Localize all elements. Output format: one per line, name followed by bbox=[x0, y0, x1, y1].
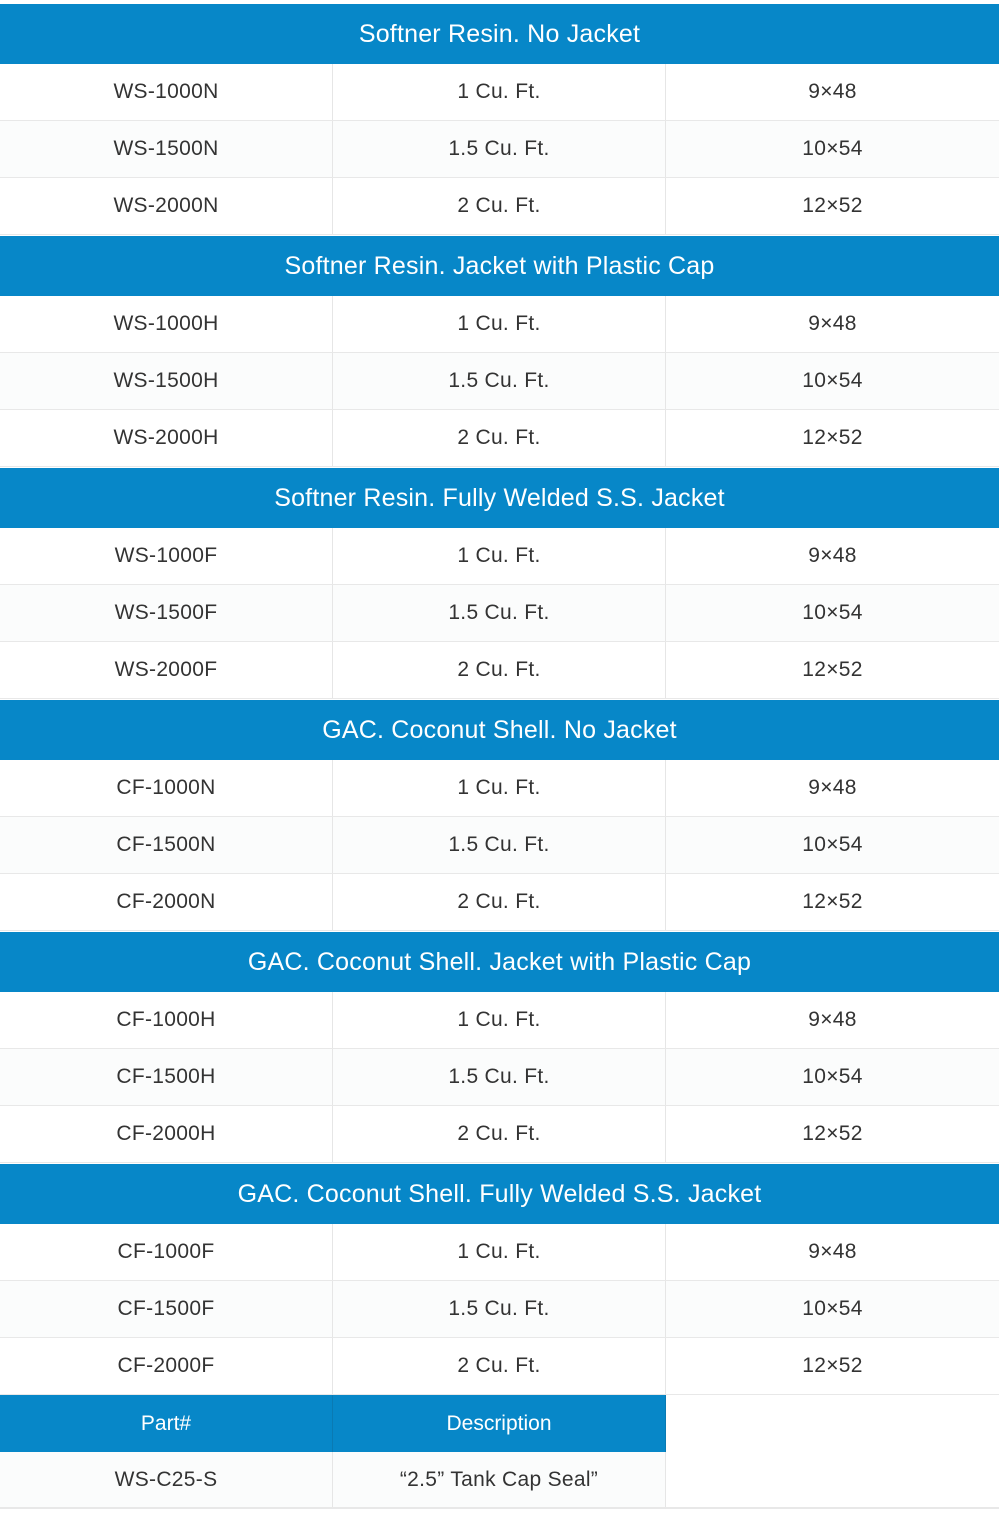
capacity-cell: 2 Cu. Ft. bbox=[333, 1106, 666, 1162]
capacity-cell: 1.5 Cu. Ft. bbox=[333, 1049, 666, 1105]
capacity-cell: 1 Cu. Ft. bbox=[333, 1224, 666, 1280]
tank-size-cell: 10×54 bbox=[802, 137, 863, 160]
part-number-cell: WS-2000H bbox=[0, 410, 333, 466]
tank-size-cell: 12×52 bbox=[802, 1354, 863, 1377]
capacity-cell: 1.5 Cu. Ft. bbox=[333, 353, 666, 409]
tank-size-cell: 9×48 bbox=[808, 1240, 857, 1263]
capacity-cell: 1.5 Cu. Ft. bbox=[333, 585, 666, 641]
tank-size-cell: 10×54 bbox=[802, 1297, 863, 1320]
tank-size-cell: 10×54 bbox=[802, 833, 863, 856]
tank-size-cell: 9×48 bbox=[808, 776, 857, 799]
part-number-cell: WS-1000F bbox=[0, 528, 333, 584]
description-cell: “2.5” Tank Cap Seal” bbox=[333, 1452, 666, 1507]
parts-row bbox=[0, 1452, 999, 1509]
part-number-cell: CF-2000H bbox=[0, 1106, 333, 1162]
section-header: GAC. Coconut Shell. Fully Welded S.S. Jacket bbox=[0, 1163, 999, 1224]
table-row bbox=[0, 817, 999, 874]
table-row bbox=[0, 1224, 999, 1281]
table-row bbox=[0, 585, 999, 642]
table-row bbox=[0, 410, 999, 467]
part-number-header: Part# bbox=[0, 1395, 333, 1452]
capacity-cell: 1 Cu. Ft. bbox=[333, 296, 666, 352]
table-row bbox=[0, 296, 999, 353]
section-header: GAC. Coconut Shell. Jacket with Plastic Cap bbox=[0, 931, 999, 992]
table-row bbox=[0, 178, 999, 235]
part-number-cell: WS-1500N bbox=[0, 121, 333, 177]
table-row bbox=[0, 121, 999, 178]
capacity-cell: 1 Cu. Ft. bbox=[333, 760, 666, 816]
part-number-cell: CF-2000F bbox=[0, 1338, 333, 1394]
tank-size-cell: 12×52 bbox=[802, 194, 863, 217]
part-number-cell: CF-1500H bbox=[0, 1049, 333, 1105]
capacity-cell: 1 Cu. Ft. bbox=[333, 992, 666, 1048]
tank-size-cell: 10×54 bbox=[802, 369, 863, 392]
tank-size-cell: 9×48 bbox=[808, 80, 857, 103]
empty-cell bbox=[666, 1395, 999, 1452]
table-row bbox=[0, 528, 999, 585]
part-number-cell: CF-1000H bbox=[0, 992, 333, 1048]
table-row bbox=[0, 1049, 999, 1106]
part-number-cell: WS-2000F bbox=[0, 642, 333, 698]
capacity-cell: 1 Cu. Ft. bbox=[333, 64, 666, 120]
table-row bbox=[0, 1338, 999, 1395]
description-header: Description bbox=[333, 1395, 666, 1452]
table-row bbox=[0, 874, 999, 931]
capacity-cell: 2 Cu. Ft. bbox=[333, 874, 666, 930]
capacity-cell: 2 Cu. Ft. bbox=[333, 1338, 666, 1394]
table-row bbox=[0, 992, 999, 1049]
capacity-cell: 2 Cu. Ft. bbox=[333, 178, 666, 234]
tank-size-cell: 10×54 bbox=[802, 601, 863, 624]
tank-size-cell: 12×52 bbox=[802, 658, 863, 681]
tank-size-cell: 12×52 bbox=[802, 426, 863, 449]
empty-cell bbox=[666, 1452, 999, 1507]
capacity-cell: 2 Cu. Ft. bbox=[333, 642, 666, 698]
table-row bbox=[0, 760, 999, 817]
part-number-cell: CF-2000N bbox=[0, 874, 333, 930]
part-number-cell: CF-1000F bbox=[0, 1224, 333, 1280]
tank-size-cell: 9×48 bbox=[808, 312, 857, 335]
table-row bbox=[0, 1106, 999, 1163]
tank-size-cell: 10×54 bbox=[802, 1065, 863, 1088]
tank-size-cell: 9×48 bbox=[808, 1008, 857, 1031]
part-number-cell: CF-1000N bbox=[0, 760, 333, 816]
capacity-cell: 2 Cu. Ft. bbox=[333, 410, 666, 466]
capacity-cell: 1 Cu. Ft. bbox=[333, 528, 666, 584]
capacity-cell: 1.5 Cu. Ft. bbox=[333, 1281, 666, 1337]
tank-size-cell: 9×48 bbox=[808, 544, 857, 567]
table-row bbox=[0, 1281, 999, 1338]
part-number-cell: WS-1000H bbox=[0, 296, 333, 352]
part-number-cell: WS-C25-S bbox=[0, 1452, 333, 1507]
section-header: Softner Resin. Fully Welded S.S. Jacket bbox=[0, 467, 999, 528]
section-header: GAC. Coconut Shell. No Jacket bbox=[0, 699, 999, 760]
capacity-cell: 1.5 Cu. Ft. bbox=[333, 817, 666, 873]
section-header: Softner Resin. No Jacket bbox=[0, 3, 999, 64]
section-header: Softner Resin. Jacket with Plastic Cap bbox=[0, 235, 999, 296]
tank-size-cell: 12×52 bbox=[802, 890, 863, 913]
capacity-cell: 1.5 Cu. Ft. bbox=[333, 121, 666, 177]
part-number-cell: CF-1500N bbox=[0, 817, 333, 873]
table-row bbox=[0, 353, 999, 410]
part-number-cell: WS-1500H bbox=[0, 353, 333, 409]
part-number-cell: CF-1500F bbox=[0, 1281, 333, 1337]
tank-size-cell: 12×52 bbox=[802, 1122, 863, 1145]
table-row bbox=[0, 642, 999, 699]
parts-header-row bbox=[0, 1395, 999, 1452]
part-number-cell: WS-2000N bbox=[0, 178, 333, 234]
table-row bbox=[0, 64, 999, 121]
part-number-cell: WS-1000N bbox=[0, 64, 333, 120]
part-number-cell: WS-1500F bbox=[0, 585, 333, 641]
